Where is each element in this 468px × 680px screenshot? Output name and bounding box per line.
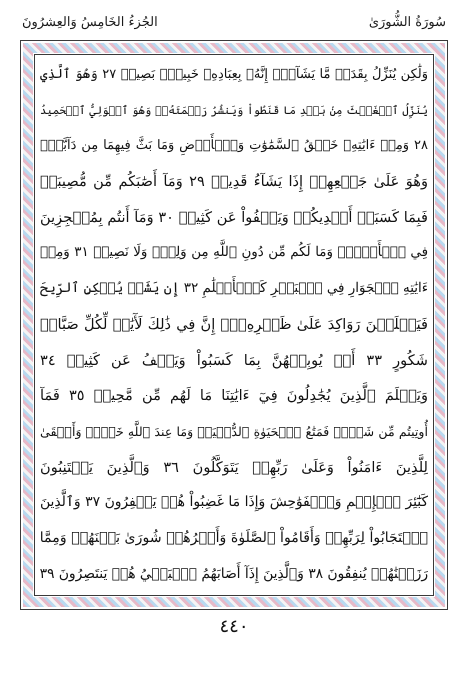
text-line-3: ٢٨ وَمِنۡ ءَايَٰتِهِۦ خَلۡقُ ٱلسَّمَٰوَٰتِ وَٱلۡأَرۡضِ وَمَا بَثَّ فِيهِمَا مِن دَآبَّةٖۚ: [40, 138, 428, 154]
text-line-4: وَهُوَ عَلَىٰ جَمۡعِهِمۡ إِذَا يَشَآءُ قَدِيرٞ ٢٩ وَمَآ أَصَٰبَكُم مِّن مُّصِيبَةٖ: [40, 173, 428, 191]
text-line-13: كَبَٰٓئِرَ ٱلۡإِثۡمِ وَٱلۡفَوَٰحِشَ وَإِذَا مَا غَضِبُواْ هُمۡ يَغۡفِرُونَ ٣٧ وَٱلَّذِينَ: [40, 494, 428, 511]
text-line-15: رَزَقۡنَٰهُمۡ يُنفِقُونَ ٣٨ وَٱلَّذِينَ إِذَآ أَصَابَهُمُ ٱلۡبَغۡيُ هُمۡ يَنتَصِرُونَ ٣٩: [40, 565, 428, 582]
juz-name: الجُزءُ الخَامِسُ وَالعِشرُونَ: [22, 14, 158, 30]
quran-text: [40, 57, 428, 593]
text-line-5: فَبِمَا كَسَبَتۡ أَيۡدِيكُمۡ وَيَعۡفُواْ عَن كَثِيرٖ ٣٠ وَمَآ أَنتُم بِمُعۡجِزِينَ: [40, 208, 428, 226]
text-line-1: وَلَٰكِن يُنَزِّلُ بِقَدَرٖ مَّا يَشَآءُۚ إِنَّهُۥ بِعِبَادِهِۦ خَبِيرُۢ بَصِيرٞ ٢٧ وَهُوَ ٱلَّذِي: [40, 67, 428, 82]
text-line-8: فَيَظۡلَلۡنَ رَوَاكِدَ عَلَىٰ ظَهۡرِهِۦٓۚ إِنَّ فِي ذَٰلِكَ لَأٓيَٰتٖ لِّكُلِّ صَبَّارٖ: [40, 315, 428, 333]
text-line-10: وَيَعۡلَمَ ٱلَّذِينَ يُجَٰدِلُونَ فِيٓ ءَايَٰتِنَا مَا لَهُم مِّن مَّحِيصٖ ٣٥ فَمَآ: [40, 387, 428, 405]
text-line-6: فِي ٱلۡأَرۡضِۖ وَمَا لَكُم مِّن دُونِ ٱللَّهِ مِن وَلِيّٖ وَلَا نَصِيرٖ ٣١ وَمِنۡ: [40, 245, 428, 261]
page-header: [22, 10, 446, 34]
page-number: ٤٤٠: [219, 616, 249, 637]
text-line-7: ءَايَٰتِهِ ٱلۡجَوَارِ فِي ٱلۡبَحۡرِ كَٱلۡأَعۡلَٰمِ ٣٢ إِن يَشَأۡ يُسۡكِنِ ٱلرِّيحَ: [40, 281, 428, 297]
text-line-14: ٱسۡتَجَابُواْ لِرَبِّهِمۡ وَأَقَامُواْ ٱلصَّلَوٰةَ وَأَمۡرُهُمۡ شُورَىٰ بَيۡنَهُمۡ وَمِمَّا: [40, 529, 428, 546]
text-line-2: يُنَزِّلُ ٱلۡغَيۡثَ مِنۢ بَعۡدِ مَا قَنَطُواْ وَيَنشُرُ رَحۡمَتَهُۥۚ وَهُوَ ٱلۡوَلِيُّ ٱلۡحَمِيدُ: [40, 103, 428, 117]
text-line-11: أُوتِيتُم مِّن شَيۡءٖ فَمَتَٰعُ ٱلۡحَيَوٰةِ ٱلدُّنۡيَاۖ وَمَا عِندَ ٱللَّهِ خَيۡرٞ وَأَبۡقَىٰ: [40, 423, 428, 439]
text-line-9: شَكُورٍ ٣٣ أَوۡ يُوبِقۡهُنَّ بِمَا كَسَبُواْ وَيَعۡفُ عَن كَثِيرٖ ٣٤: [40, 351, 428, 369]
surah-name: سُورَةُ الشُّورَىٰ: [368, 14, 446, 30]
text-line-12: لِلَّذِينَ ءَامَنُواْ وَعَلَىٰ رَبِّهِمۡ يَتَوَكَّلُونَ ٣٦ وَٱلَّذِينَ يَجۡتَنِبُونَ: [40, 458, 428, 476]
